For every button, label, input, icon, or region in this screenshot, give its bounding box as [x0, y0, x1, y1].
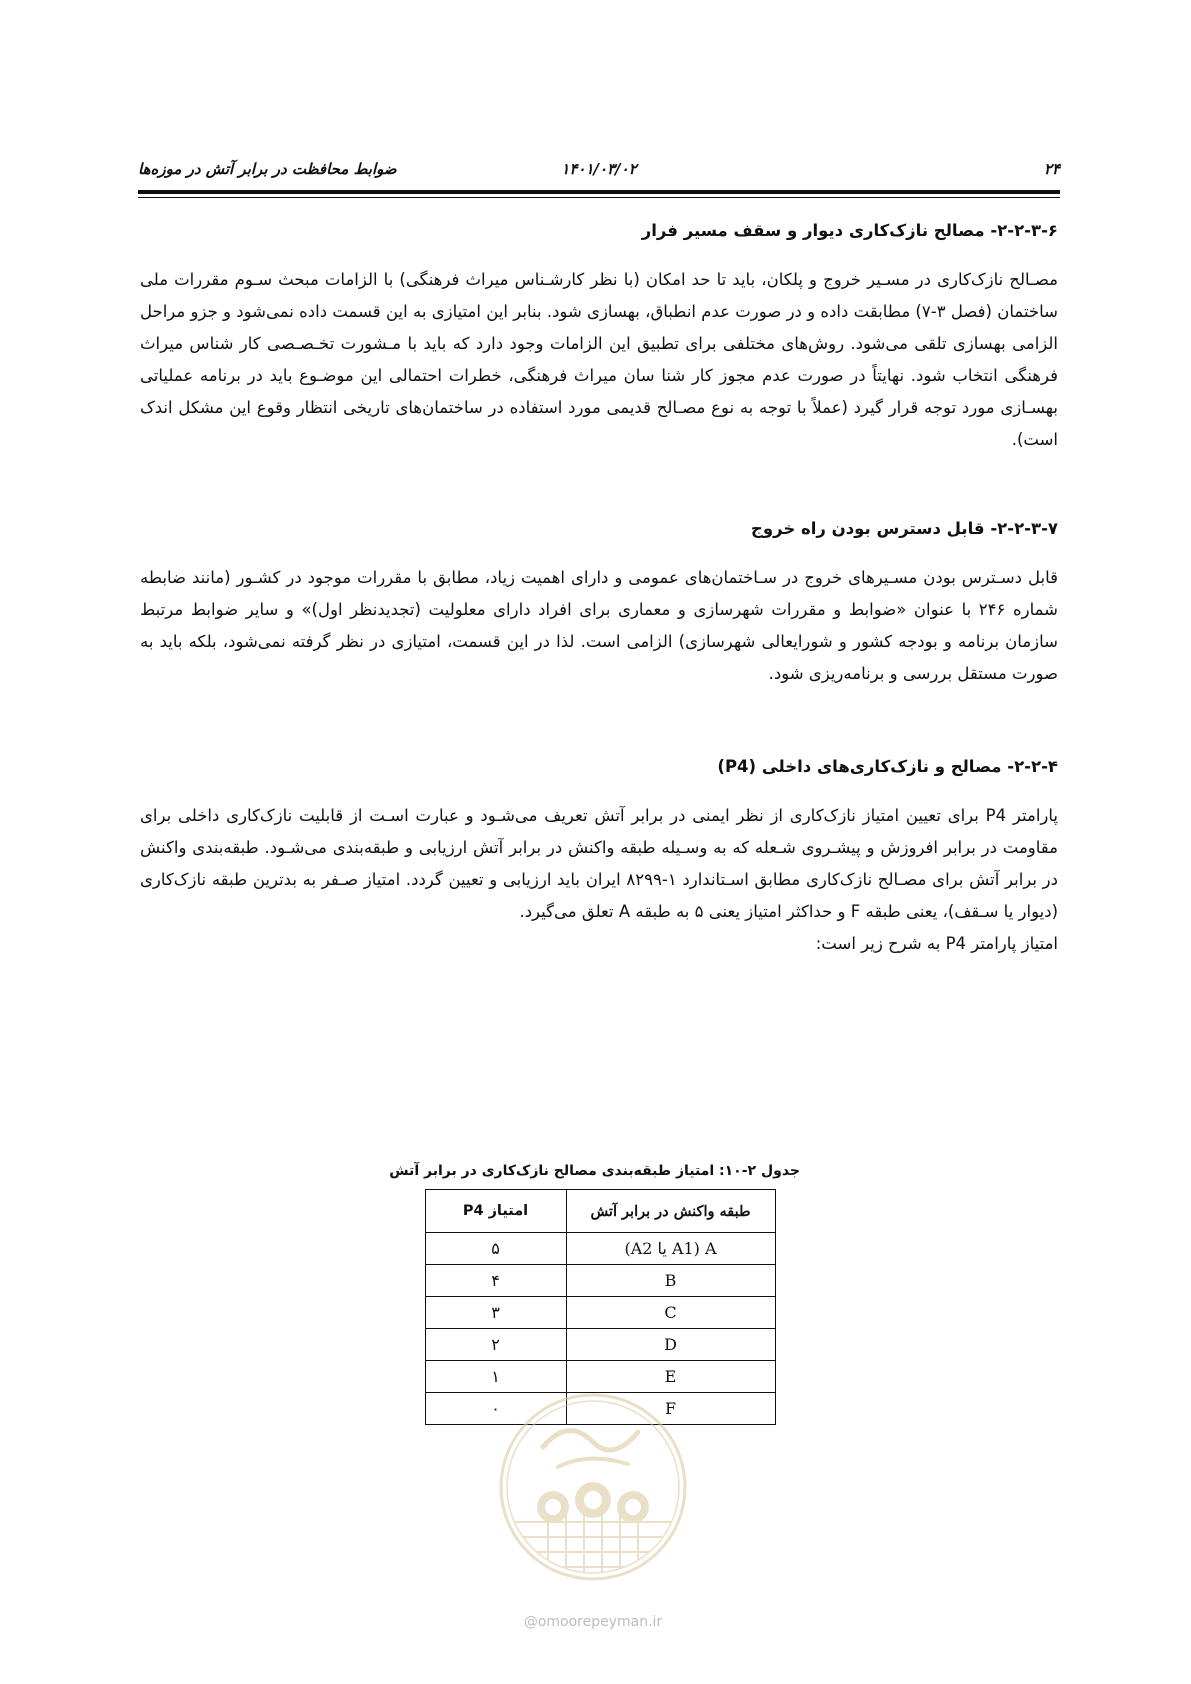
table-caption: جدول ۲-۱۰: امتیاز طبقه‌بندی مصالح نازک‌کاری در برابر آتش: [389, 1163, 800, 1179]
table-cell: ۳: [425, 1297, 566, 1329]
section-paragraph: امتیاز پارامتر P4 به شرح زیر است:: [815, 934, 1058, 953]
table-cell: E: [566, 1361, 775, 1393]
table-cell: C: [566, 1297, 775, 1329]
section-heading: ۲-۲-۳-۷- قابل دسترس بودن راه خروج: [750, 519, 1058, 538]
page-number: ۲۴: [1043, 160, 1060, 178]
table-cell: B: [566, 1265, 775, 1297]
table-cell: F: [566, 1393, 775, 1425]
footer-url: @omoorepeyman.ir: [523, 1614, 663, 1630]
column-header: طبقه واکنش در برابر آتش: [566, 1190, 775, 1233]
section-paragraph: پارامتر P4 برای تعیین امتیاز نازک‌کاری از نظر ایمنی در برابر آتش تعریف می‌شـود و عبارت اسـت از قابلیت نازک‌کاری داخلی برای مقاومت در برابر افروزش و پیشـروی شـعله که به وسـیله طبقه واکنش در برابر آتش ارزیابی و طبقه‌بندی می‌شـود. طبقه‌بندی واکنش در برابر آتش برای مصـالح نازک‌کاری مطابق اسـتاندارد ۱-۸۲۹۹ ایران باید ارزیابی و تعیین گردد. امتیاز صـفر به بدترین طبقه نازک‌کاری (دیوار یا سـقف)، یعنی طبقه F و حداکثر امتیاز یعنی ۵ به طبقه A تعلق می‌گیرد.: [140, 806, 1058, 921]
table-row: [425, 1361, 775, 1393]
section-heading: ۲-۲-۴- مصالح و نازک‌کاری‌های داخلی (P4): [717, 757, 1058, 776]
column-header: امتیاز P4: [425, 1190, 566, 1233]
page-header: [138, 160, 1060, 182]
table-cell: A (A1 یا A2): [566, 1233, 775, 1265]
table-container: [389, 1163, 800, 1425]
score-table: [425, 1189, 776, 1425]
section-paragraph: مصـالح نازک‌کاری در مسـیر خروج و پلکان، باید تا حد امکان (با نظر کارشـناس میراث فرهنگی) با الزامات مبحث سـوم مقررات ملی ساختمان (فصل ۳-۷) مطابقت داده و در صورت عدم انطباق، بهسازی شود. بنابر این امتیازی به این قسمت داده نمی‌شود و جزو مراحل الزامی بهسازی تلقی می‌شود. روش‌های مختلفی برای تطبیق این الزامات وجود دارد که باید با مـشورت تخـصـصی کار شناس میراث فرهنگی انتخاب شود. نهایتاً در صورت عدم مجوز کار شنا سان میراث فرهنگی، خطرات احتمالی این موضـوع باید در برنامه عملیاتی بهسـازی مورد توجه قرار گیرد (عملاً با توجه به نوع مصـالح قدیمی مورد استفاده در ساختمان‌های تاریخی انتظار وقوع این مشکل اندک است).: [140, 270, 1058, 449]
section-heading: ۲-۲-۳-۶- مصالح نازک‌کاری دیوار و سقف مسیر فرار: [641, 221, 1058, 240]
table-row: [425, 1329, 775, 1361]
table-row: [425, 1297, 775, 1329]
table-cell: ۰: [425, 1393, 566, 1425]
table-cell: ۴: [425, 1265, 566, 1297]
table-cell: ۱: [425, 1361, 566, 1393]
header-date: ۱۴۰۱/۰۳/۰۲: [561, 160, 637, 178]
table-cell: ۵: [425, 1233, 566, 1265]
table-row: [425, 1233, 775, 1265]
table-cell: ۲: [425, 1329, 566, 1361]
header-rule-thin: [138, 197, 1060, 198]
main-content: [140, 216, 1058, 960]
watermark-logo: [488, 1392, 698, 1582]
table-row: [425, 1265, 775, 1297]
table-cell: D: [566, 1329, 775, 1361]
header-title: ضوابط محافظت در برابر آتش در موزه‌ها: [138, 160, 397, 178]
section-paragraph: قابل دسـترس بودن مسـیرهای خروج در سـاختمان‌های عمومی و دارای اهمیت زیاد، مطابق با مقررات موجود در کشـور (مانند ضابطه شماره ۲۴۶ با عنوان «ضوابط و مقررات شهرسازی و معماری برای افراد دارای معلولیت (تجدیدنظر اول)» و سایر ضوابط مرتبط سازمان برنامه و بودجه کشور و شورایعالی شهرسازی) الزامی است. لذا در این قسمت، امتیازی در نظر گرفته نمی‌شود، بلکه باید به صورت مستقل بررسی و برنامه‌ریزی شود.: [140, 568, 1058, 683]
table-header-row: [425, 1190, 775, 1233]
header-rule-thick: [138, 190, 1060, 194]
